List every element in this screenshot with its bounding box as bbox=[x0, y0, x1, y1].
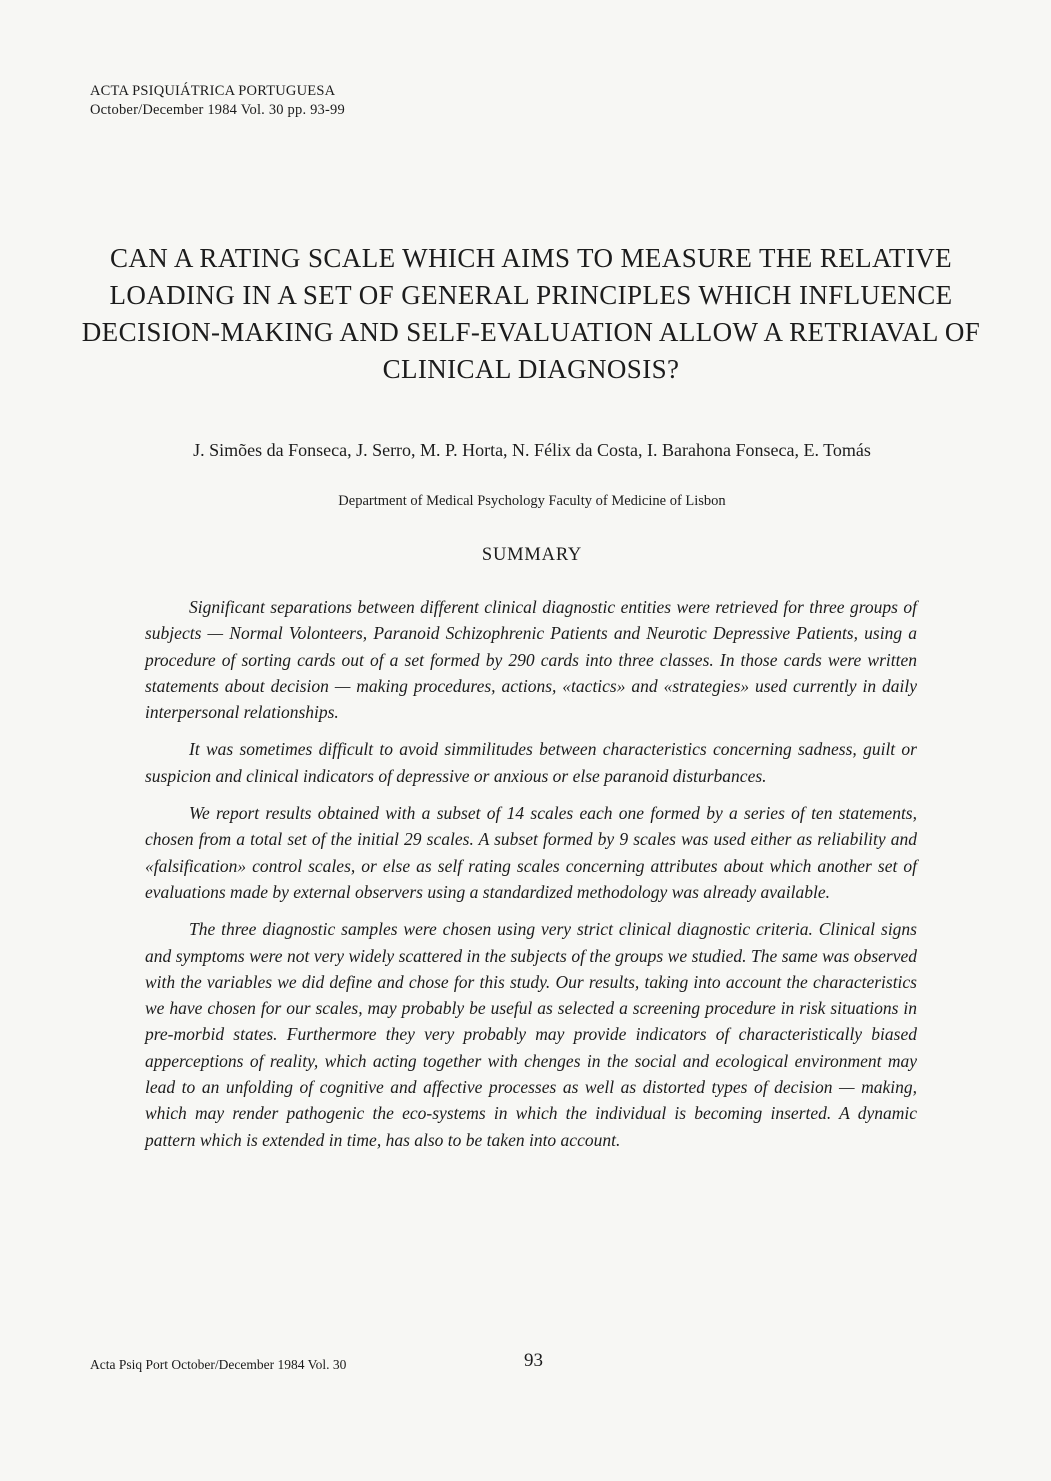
summary-paragraph: Significant separations between different clinical diagnostic entities were retrieved for three groups of subjects — Normal Volonteers, Paranoid Schizophrenic Patients and Neurotic Depressive Patients, using a procedure of sorting cards out of a set formed by 290 cards into three classes. In those cards were written statements about decision — making procedures, actions, «tactics» and «strategies» used currently in daily interpersonal relationships. bbox=[145, 597, 917, 723]
issue-line: October/December 1984 Vol. 30 pp. 93-99 bbox=[90, 102, 345, 118]
article-title: CAN A RATING SCALE WHICH AIMS TO MEASURE THE RELATIVE LOADING IN A SET OF GENERAL PRINCIPLES WHICH INFLUENCE DECISION-MAKING AND SELF-EVALUATION ALLOW A RETRIAVAL OF CLINICAL DIAGNOSIS? bbox=[81, 243, 981, 384]
summary-heading: SUMMARY bbox=[481, 545, 583, 565]
footer-citation: Acta Psiq Port October/December 1984 Vol. 30 bbox=[90, 1357, 347, 1372]
journal-name: ACTA PSIQUIÁTRICA PORTUGUESA bbox=[90, 83, 336, 99]
summary-body bbox=[145, 594, 917, 1164]
summary-paragraph: It was sometimes difficult to avoid simmilitudes between characteristics concerning sadness, guilt or suspicion and clinical indicators of depressive or anxious or else paranoid disturbances. bbox=[145, 739, 917, 786]
affiliation: Department of Medical Psychology Faculty of Medicine of Lisbon bbox=[338, 493, 726, 509]
summary-paragraph: We report results obtained with a subset of 14 scales each one formed by a series of ten statements, chosen from a total set of the initial 29 scales. A subset formed by 9 scales was used either as reliability and «falsification» control scales, or else as self rating scales concerning attributes about which another set of evaluations made by external observers using a standardized methodology was already available. bbox=[145, 803, 917, 902]
page-number: 93 bbox=[524, 1350, 543, 1371]
journal-header bbox=[90, 82, 345, 120]
summary-paragraph: The three diagnostic samples were chosen using very strict clinical diagnostic criteria. Clinical signs and symptoms were not very widely scattered in the subjects of the groups we studied. The same was observed with the variables we did define and chose for this study. Our results, taking into account the characteristics we have chosen for our scales, may probably be useful as selected a screening procedure in risk situations in pre-morbid states. Furthermore they very probably may provide indicators of characteristically biased apperceptions of reality, which acting together with chenges in the social and ecological environment may lead to an unfolding of cognitive and affective processes as well as distorted types of decision — making, which may render pathogenic the eco-systems in which the individual is becoming inserted. A dynamic pattern which is extended in time, has also to be taken into account. bbox=[145, 919, 917, 1150]
author-list: J. Simões da Fonseca, J. Serro, M. P. Horta, N. Félix da Costa, I. Barahona Fonseca, E. Tomás bbox=[193, 440, 871, 460]
